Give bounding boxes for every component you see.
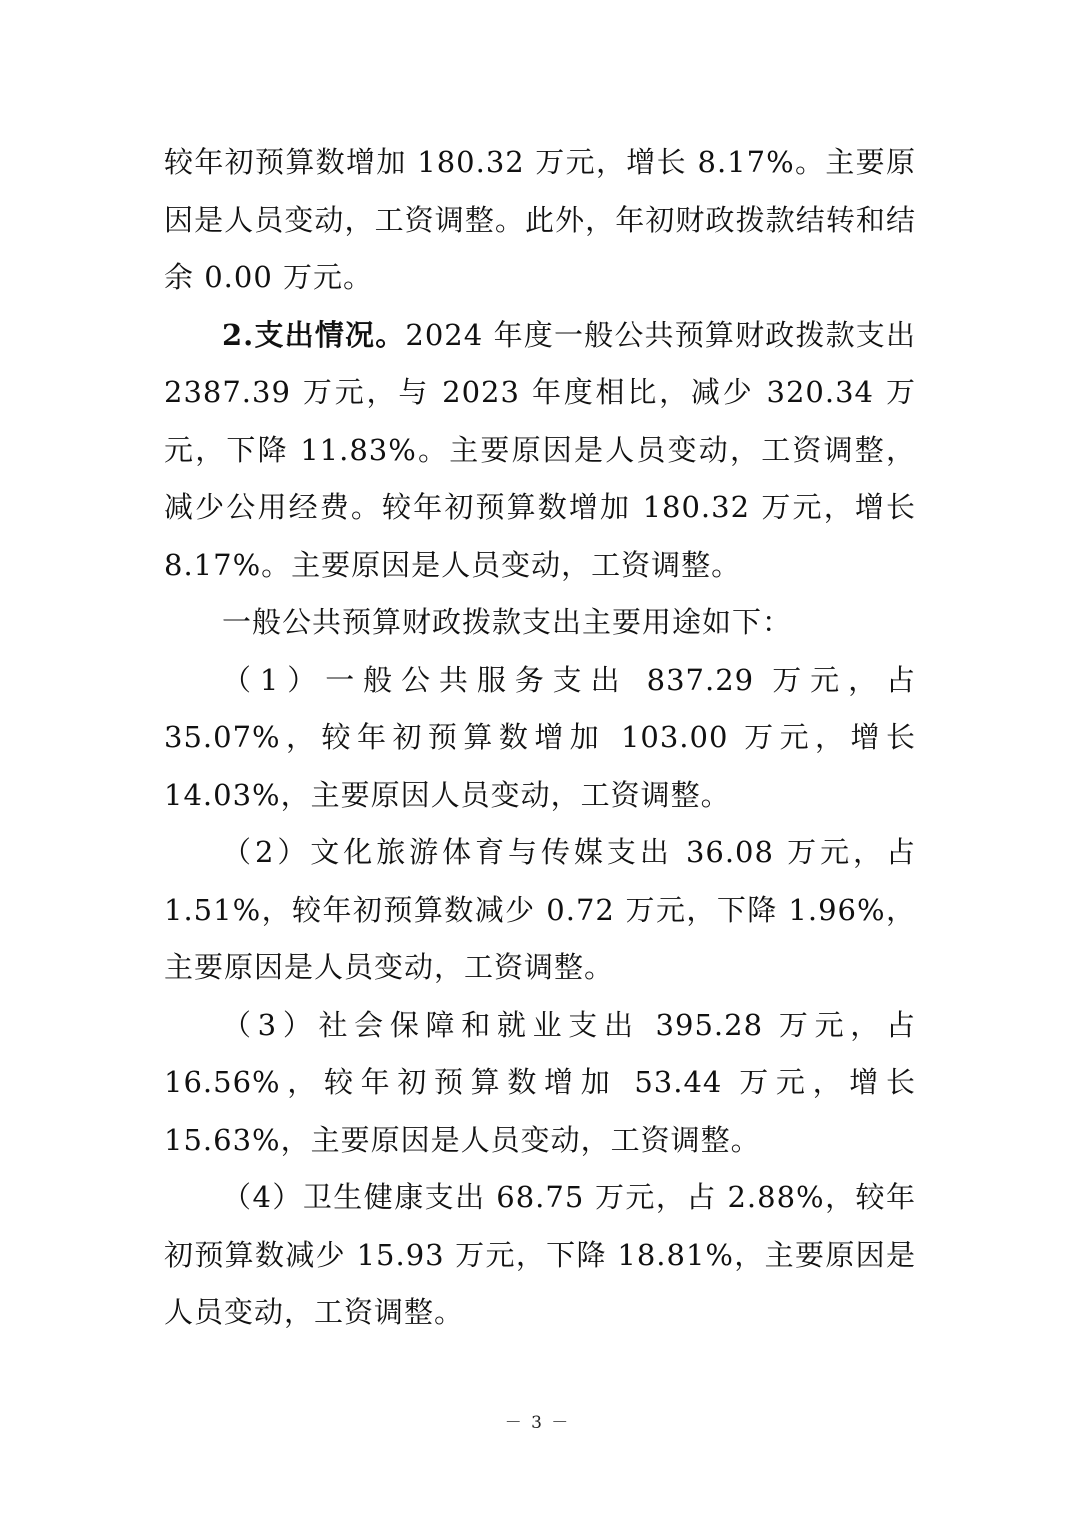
- list-item-general-public-services: （1）一般公共服务支出 837.29 万元，占 35.07%，较年初预算数增加 103.00 万元，增长 14.03%，主要原因人员变动，工资调整。: [164, 662, 916, 812]
- section-heading-expenditure: 2.支出情况。: [222, 317, 406, 352]
- paragraph-budget-increase: 较年初预算数增加 180.32 万元，增长 8.17%。主要原因是人员变动，工资调整。此外，年初财政拨款结转和结余 0.00 万元。: [164, 145, 916, 294]
- page-number: － 3 －: [504, 1413, 571, 1433]
- list-item-culture-tourism-sports-media: （2）文化旅游体育与传媒支出 36.08 万元，占 1.51%，较年初预算数减少 0.72 万元，下降 1.96%，主要原因是人员变动，工资调整。: [164, 835, 916, 984]
- paragraph-expenditure-body: 2024 年度一般公共预算财政拨款支出 2387.39 万元，与 2023 年度相比，减少 320.34 万元，下降 11.83%。主要原因是人员变动，工资调整，减少公用经费。较年初预算数增加 180.32 万元，增长 8.17%。主要原因是人员变动，工资调整。: [164, 317, 916, 582]
- document-body: [164, 134, 916, 1342]
- list-item-social-security-employment: （3）社会保障和就业支出 395.28 万元，占 16.56%，较年初预算数增加 53.44 万元，增长 15.63%，主要原因是人员变动，工资调整。: [164, 1007, 916, 1157]
- paragraph-expenditure: [164, 307, 916, 595]
- paragraph-main-uses: 一般公共预算财政拨款支出主要用途如下：: [222, 605, 793, 639]
- list-item-health: （4）卫生健康支出 68.75 万元，占 2.88%，较年初预算数减少 15.93 万元，下降 18.81%，主要原因是人员变动，工资调整。: [164, 1180, 916, 1329]
